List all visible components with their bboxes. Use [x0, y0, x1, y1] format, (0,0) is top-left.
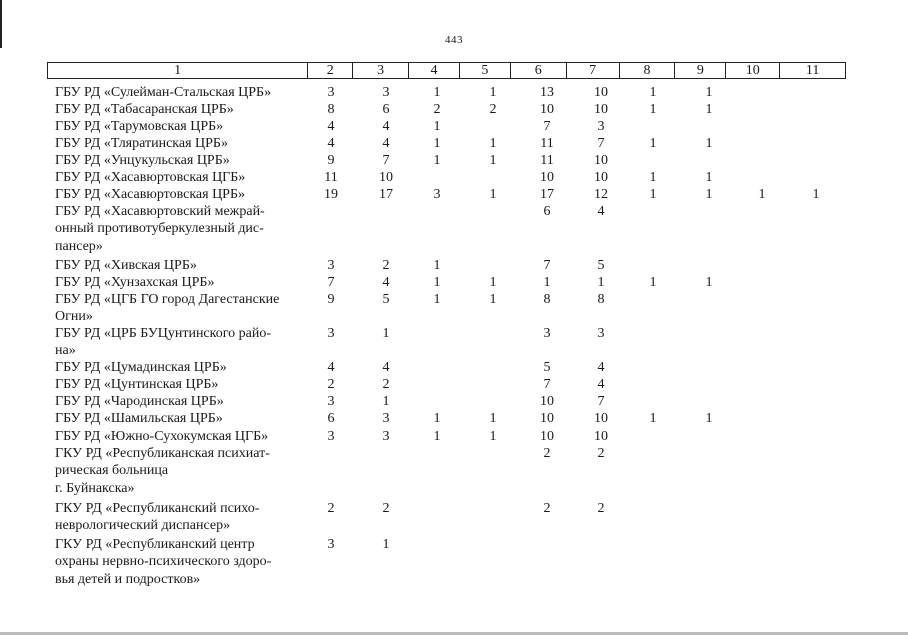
value-cell-col-8: 1 [649, 411, 657, 426]
page-number: 443 [445, 34, 463, 46]
value-cell-col-2: 19 [324, 187, 338, 202]
value-cell-col-9: 1 [705, 85, 713, 100]
table-header-row [47, 62, 846, 79]
value-cell-col-4: 1 [433, 119, 441, 134]
value-cell-col-6: 10 [540, 102, 554, 117]
value-cell-col-2: 3 [327, 537, 335, 552]
value-cell-col-7: 10 [594, 429, 608, 444]
value-cell-col-3: 1 [382, 537, 390, 552]
row-name: ГБУ РД «Хунзахская ЦРБ» [55, 275, 215, 290]
value-cell-col-5: 1 [489, 136, 497, 151]
value-cell-col-5: 2 [489, 102, 497, 117]
value-cell-col-6: 10 [540, 394, 554, 409]
value-cell-col-2: 11 [324, 170, 338, 185]
row-name: ГБУ РД «Тарумовская ЦРБ» [55, 119, 224, 134]
value-cell-col-2: 2 [327, 377, 335, 392]
value-cell-col-5: 1 [489, 187, 497, 202]
value-cell-col-3: 4 [382, 136, 390, 151]
value-cell-col-4: 1 [433, 429, 441, 444]
value-cell-col-4: 1 [433, 275, 441, 290]
value-cell-col-3: 4 [382, 119, 390, 134]
value-cell-col-4: 1 [433, 136, 441, 151]
value-cell-col-7: 1 [597, 275, 605, 290]
value-cell-col-3: 2 [382, 501, 390, 516]
value-cell-col-2: 7 [327, 275, 335, 290]
value-cell-col-8: 1 [649, 275, 657, 290]
value-cell-col-6: 11 [540, 153, 554, 168]
value-cell-col-9: 1 [705, 275, 713, 290]
value-cell-col-3: 3 [382, 85, 390, 100]
row-name: ГБУ РД «Табасаранская ЦРБ» [55, 102, 234, 117]
value-cell-col-7: 5 [597, 258, 605, 273]
value-cell-col-7: 2 [597, 446, 605, 461]
value-cell-col-4: 1 [433, 153, 441, 168]
value-cell-col-9: 1 [705, 102, 713, 117]
value-cell-col-5: 1 [489, 292, 497, 307]
value-cell-col-7: 8 [597, 292, 605, 307]
value-cell-col-3: 10 [379, 170, 393, 185]
row-name: ГБУ РД «ЦГБ ГО город Дагестанские Огни» [55, 292, 280, 325]
row-name: ГКУ РД «Республиканский психо- неврологический диспансер» [55, 501, 260, 534]
value-cell-col-2: 3 [327, 326, 335, 341]
value-cell-col-4: 1 [433, 258, 441, 273]
value-cell-col-9: 1 [705, 170, 713, 185]
value-cell-col-2: 3 [327, 429, 335, 444]
value-cell-col-6: 7 [543, 258, 551, 273]
value-cell-col-2: 9 [327, 292, 335, 307]
header-cell-col-2: 2 [307, 63, 352, 78]
value-cell-col-2: 3 [327, 85, 335, 100]
value-cell-col-5: 1 [489, 429, 497, 444]
value-cell-col-5: 1 [489, 411, 497, 426]
value-cell-col-7: 10 [594, 411, 608, 426]
value-cell-col-4: 2 [433, 102, 441, 117]
value-cell-col-7: 10 [594, 153, 608, 168]
header-cell-col-7: 7 [566, 63, 619, 78]
value-cell-col-2: 2 [327, 501, 335, 516]
header-cell-col-1: 1 [174, 63, 182, 78]
value-cell-col-6: 17 [540, 187, 554, 202]
value-cell-col-10: 1 [758, 187, 766, 202]
value-cell-col-6: 2 [543, 501, 551, 516]
row-name: ГБУ РД «Хасавюртовский межрай- онный противотуберкулезный дис- пансер» [55, 204, 265, 254]
row-name: ГБУ РД «Унцукульская ЦРБ» [55, 153, 230, 168]
value-cell-col-3: 3 [382, 429, 390, 444]
value-cell-col-9: 1 [705, 411, 713, 426]
value-cell-col-5: 1 [489, 85, 497, 100]
value-cell-col-2: 3 [327, 394, 335, 409]
value-cell-col-7: 4 [597, 377, 605, 392]
value-cell-col-7: 7 [597, 136, 605, 151]
value-cell-col-3: 3 [382, 411, 390, 426]
value-cell-col-7: 4 [597, 360, 605, 375]
row-name: ГБУ РД «Хасавюртовская ЦГБ» [55, 170, 246, 185]
row-name: ГБУ РД «Хивская ЦРБ» [55, 258, 197, 273]
value-cell-col-8: 1 [649, 102, 657, 117]
value-cell-col-3: 2 [382, 258, 390, 273]
value-cell-col-4: 1 [433, 85, 441, 100]
header-cell-col-4: 4 [408, 63, 459, 78]
value-cell-col-7: 10 [594, 102, 608, 117]
value-cell-col-6: 8 [543, 292, 551, 307]
value-cell-col-6: 10 [540, 411, 554, 426]
row-name: ГБУ РД «Цунтинская ЦРБ» [55, 377, 219, 392]
value-cell-col-6: 2 [543, 446, 551, 461]
value-cell-col-9: 1 [705, 136, 713, 151]
row-name: ГБУ РД «Цумадинская ЦРБ» [55, 360, 227, 375]
value-cell-col-4: 1 [433, 411, 441, 426]
value-cell-col-2: 4 [327, 136, 335, 151]
value-cell-col-3: 4 [382, 275, 390, 290]
row-name: ГБУ РД «Чародинская ЦРБ» [55, 394, 224, 409]
value-cell-col-3: 1 [382, 394, 390, 409]
header-cell-col-8: 8 [619, 63, 675, 78]
value-cell-col-6: 10 [540, 429, 554, 444]
value-cell-col-8: 1 [649, 85, 657, 100]
value-cell-col-2: 6 [327, 411, 335, 426]
row-name: ГБУ РД «Шамильская ЦРБ» [55, 411, 223, 426]
value-cell-col-5: 1 [489, 153, 497, 168]
value-cell-col-7: 10 [594, 170, 608, 185]
header-cell-col-10: 10 [725, 63, 779, 78]
value-cell-col-11: 1 [812, 187, 820, 202]
value-cell-col-8: 1 [649, 187, 657, 202]
value-cell-col-3: 2 [382, 377, 390, 392]
row-name: ГКУ РД «Республиканская психиат- рическая больница г. Буйнакска» [55, 446, 270, 496]
value-cell-col-6: 11 [540, 136, 554, 151]
value-cell-col-2: 3 [327, 258, 335, 273]
value-cell-col-3: 17 [379, 187, 393, 202]
row-name: ГКУ РД «Республиканский центр охраны нервно-психического здоро- вья детей и подростков» [55, 537, 272, 587]
value-cell-col-7: 2 [597, 501, 605, 516]
value-cell-col-6: 6 [543, 204, 551, 219]
header-cell-col-11: 11 [779, 63, 845, 78]
header-cell-col-6: 6 [510, 63, 566, 78]
value-cell-col-7: 3 [597, 326, 605, 341]
header-cell-col-3: 3 [352, 63, 408, 78]
value-cell-col-2: 8 [327, 102, 335, 117]
value-cell-col-2: 4 [327, 360, 335, 375]
value-cell-col-3: 5 [382, 292, 390, 307]
value-cell-col-9: 1 [705, 187, 713, 202]
value-cell-col-8: 1 [649, 170, 657, 185]
value-cell-col-6: 5 [543, 360, 551, 375]
value-cell-col-6: 7 [543, 377, 551, 392]
row-name: ГБУ РД «Хасавюртовская ЦРБ» [55, 187, 245, 202]
value-cell-col-3: 1 [382, 326, 390, 341]
value-cell-col-6: 3 [543, 326, 551, 341]
header-cell-col-5: 5 [459, 63, 510, 78]
page-bottom-edge [0, 632, 908, 635]
value-cell-col-7: 7 [597, 394, 605, 409]
value-cell-col-4: 3 [433, 187, 441, 202]
row-name: ГБУ РД «Тляратинская ЦРБ» [55, 136, 228, 151]
row-name: ГБУ РД «ЦРБ БУЦунтинского райо- на» [55, 326, 272, 359]
value-cell-col-2: 9 [327, 153, 335, 168]
value-cell-col-6: 13 [540, 85, 554, 100]
value-cell-col-4: 1 [433, 292, 441, 307]
value-cell-col-7: 3 [597, 119, 605, 134]
header-cell-col-9: 9 [674, 63, 725, 78]
value-cell-col-3: 4 [382, 360, 390, 375]
value-cell-col-7: 10 [594, 85, 608, 100]
value-cell-col-5: 1 [489, 275, 497, 290]
value-cell-col-3: 7 [382, 153, 390, 168]
value-cell-col-6: 7 [543, 119, 551, 134]
value-cell-col-7: 4 [597, 204, 605, 219]
value-cell-col-2: 4 [327, 119, 335, 134]
value-cell-col-8: 1 [649, 136, 657, 151]
value-cell-col-6: 10 [540, 170, 554, 185]
value-cell-col-6: 1 [543, 275, 551, 290]
row-name: ГБУ РД «Южно-Сухокумская ЦГБ» [55, 429, 269, 444]
row-name: ГБУ РД «Сулейман-Стальская ЦРБ» [55, 85, 272, 100]
value-cell-col-3: 6 [382, 102, 390, 117]
value-cell-col-7: 12 [594, 187, 608, 202]
